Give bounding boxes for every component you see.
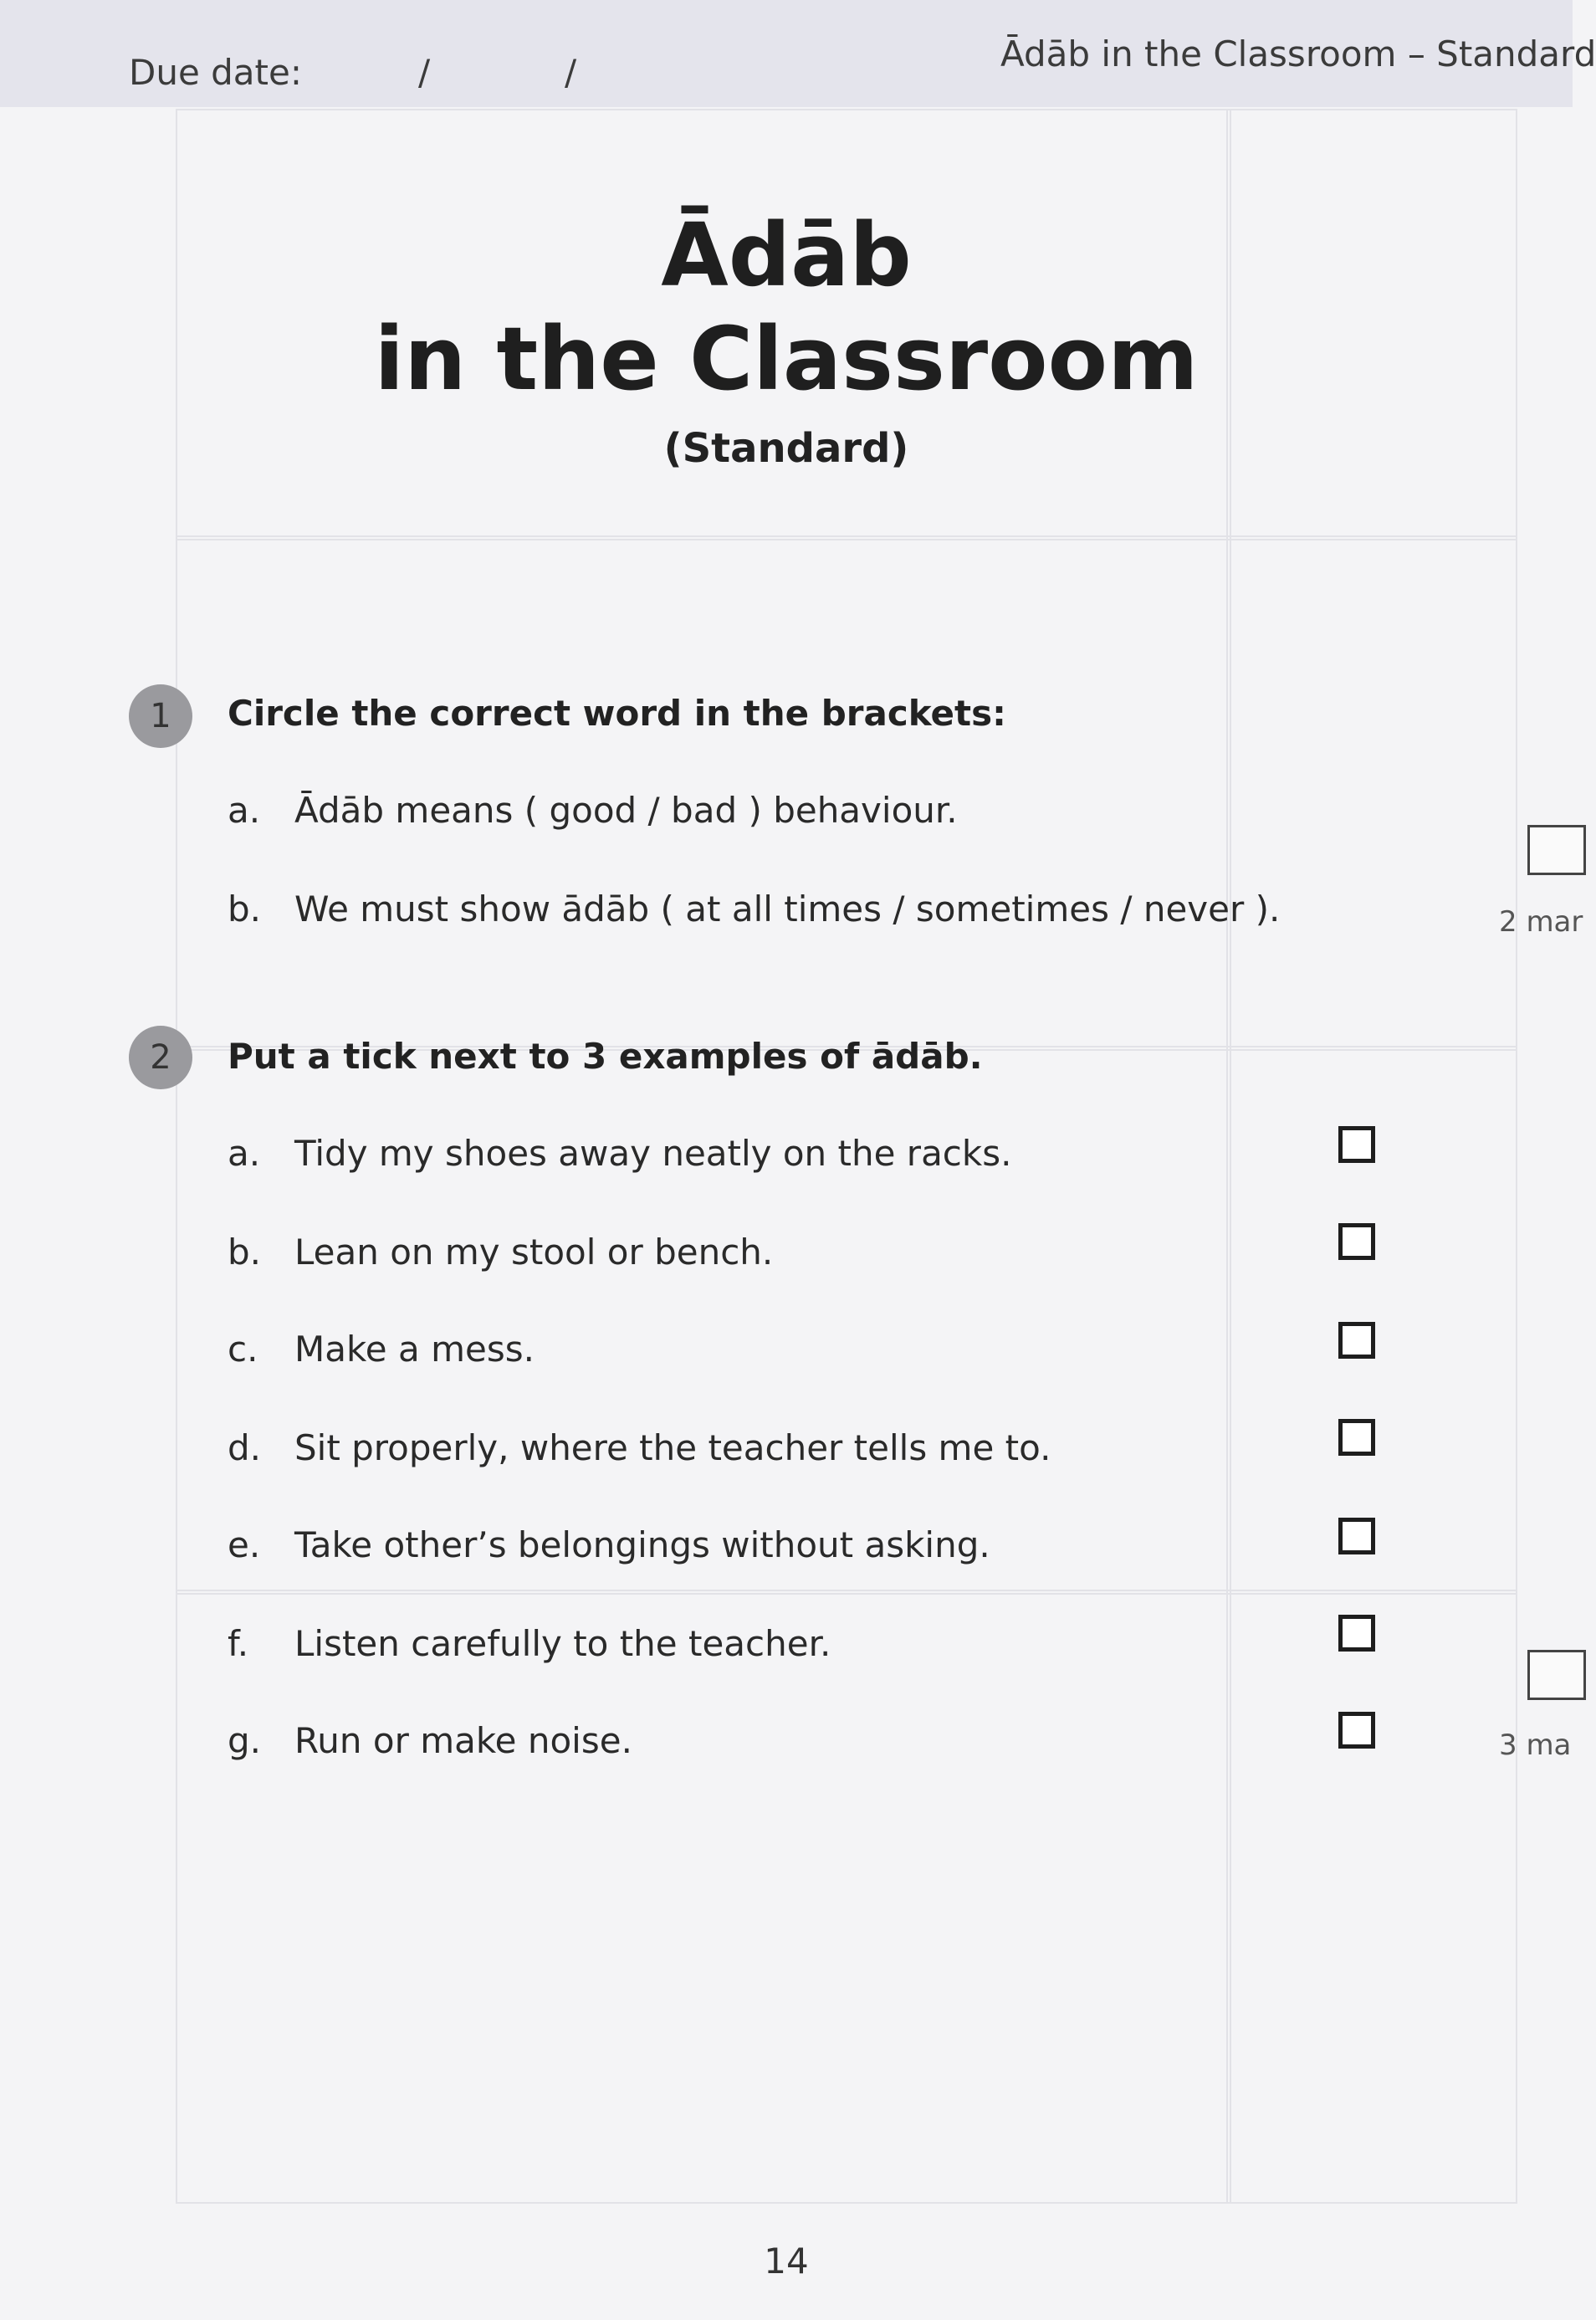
tick-box[interactable]	[1338, 1126, 1375, 1163]
item-text: Lean on my stool or bench.	[294, 1232, 774, 1273]
due-date-slash: /	[418, 52, 431, 93]
item-letter: d.	[228, 1427, 262, 1468]
item-text: Listen carefully to the teacher.	[294, 1623, 831, 1664]
item-letter: b.	[228, 1232, 262, 1273]
tick-box[interactable]	[1338, 1223, 1375, 1260]
item-letter: c.	[228, 1329, 258, 1370]
marks-label: 3 ma	[1499, 1728, 1572, 1762]
tick-box[interactable]	[1338, 1712, 1375, 1749]
item-letter: a.	[228, 1133, 261, 1174]
item-letter: e.	[228, 1524, 261, 1565]
item-text: Tidy my shoes away neatly on the racks.	[294, 1133, 1012, 1174]
question-prompt: Put a tick next to 3 examples of ādāb.	[228, 1036, 983, 1077]
show-through-rule	[176, 1590, 1517, 1595]
tick-box[interactable]	[1338, 1518, 1375, 1554]
item-letter: b.	[228, 889, 262, 930]
item-text: We must show ādāb ( at all times / sometimes / never ).	[294, 889, 1281, 930]
question-number-badge: 1	[129, 684, 192, 748]
due-date-slash: /	[565, 52, 577, 93]
item-text: Sit properly, where the teacher tells me to.	[294, 1427, 1051, 1468]
running-title: Ādāb in the Classroom – Standard	[1000, 33, 1596, 74]
tick-box[interactable]	[1338, 1419, 1375, 1456]
page-title-line2: in the Classroom	[374, 308, 1199, 410]
item-text: Make a mess.	[294, 1329, 535, 1370]
page-number: 14	[764, 2241, 809, 2282]
page-title-line1: Ādāb	[661, 204, 912, 306]
due-date-label: Due date:	[129, 52, 303, 93]
question-prompt: Circle the correct word in the brackets:	[228, 693, 1006, 734]
marks-label: 2 mar	[1499, 905, 1583, 939]
marks-box[interactable]	[1527, 1650, 1586, 1700]
show-through-rule	[1226, 109, 1231, 2204]
item-letter: f.	[228, 1623, 249, 1664]
item-text: Ādāb means ( good / bad ) behaviour.	[294, 790, 958, 831]
tick-box[interactable]	[1338, 1615, 1375, 1652]
item-text: Take other’s belongings without asking.	[294, 1524, 990, 1565]
tick-box[interactable]	[1338, 1322, 1375, 1359]
page-subtitle: (Standard)	[663, 425, 909, 472]
marks-box[interactable]	[1527, 825, 1586, 875]
item-text: Run or make noise.	[294, 1720, 632, 1761]
question-number-badge: 2	[129, 1026, 192, 1089]
item-letter: a.	[228, 790, 261, 831]
show-through-rule	[176, 535, 1517, 540]
item-letter: g.	[228, 1720, 262, 1761]
